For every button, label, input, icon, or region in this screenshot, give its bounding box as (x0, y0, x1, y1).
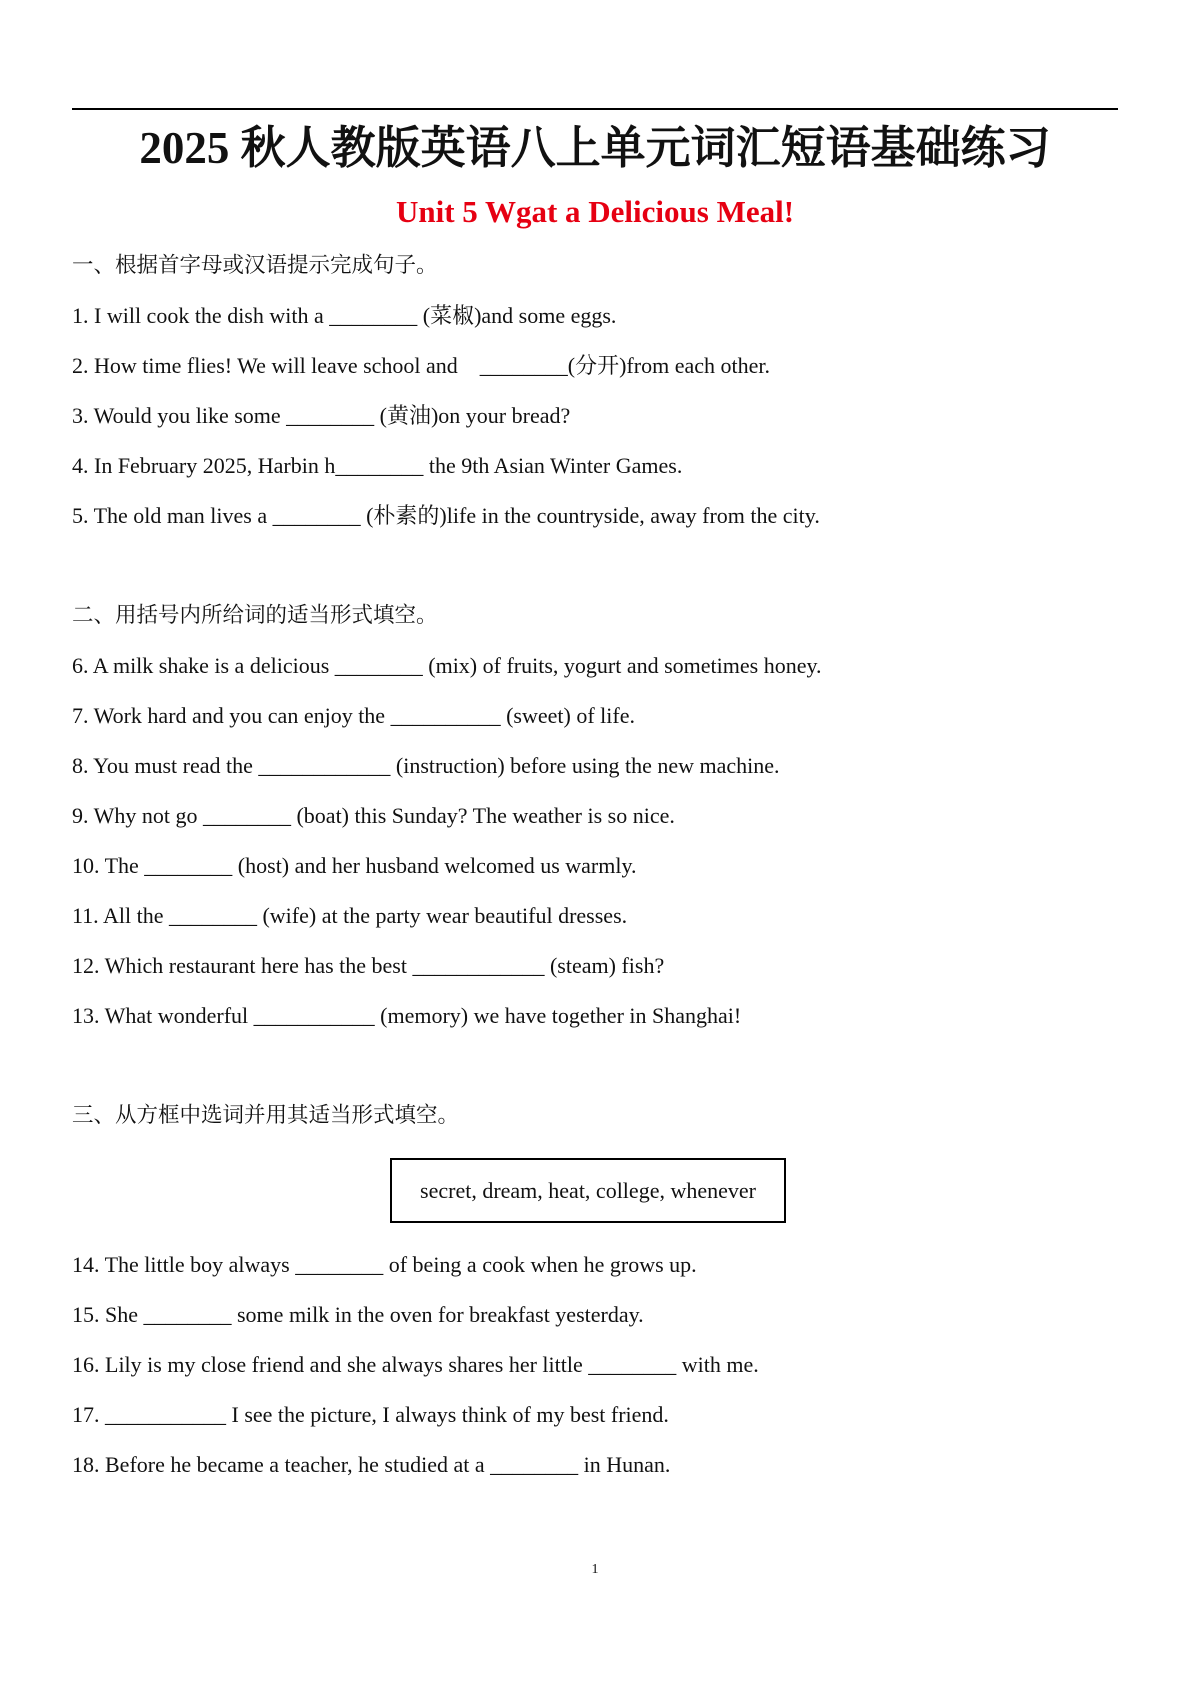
question-10: 10. The ________ (host) and her husband welcomed us warmly. (72, 853, 637, 878)
section-2-heading: 二、用括号内所给词的适当形式填空。 (72, 603, 438, 627)
question-17: 17. ___________ I see the picture, I always think of my best friend. (72, 1402, 669, 1427)
question-7: 7. Work hard and you can enjoy the __________ (sweet) of life. (72, 703, 635, 728)
section-3-heading: 三、从方框中选词并用其适当形式填空。 (72, 1103, 460, 1127)
question-14: 14. The little boy always ________ of being a cook when he grows up. (72, 1252, 697, 1277)
question-12: 12. Which restaurant here has the best ____________ (steam) fish? (72, 953, 665, 978)
unit-subtitle: Unit 5 Wgat a Delicious Meal! (395, 194, 795, 229)
question-9: 9. Why not go ________ (boat) this Sunday? The weather is so nice. (72, 803, 675, 828)
question-5: 5. The old man lives a ________ (朴素的)life in the countryside, away from the city. (72, 503, 820, 528)
document-title: 2025 秋人教版英语八上单元词汇短语基础练习 (139, 123, 1051, 173)
question-15: 15. She ________ some milk in the oven for breakfast yesterday. (72, 1302, 644, 1327)
question-1: 1. I will cook the dish with a ________ (菜椒)and some eggs. (72, 303, 617, 328)
page-number: 1 (591, 1562, 599, 1577)
section-1-heading: 一、根据首字母或汉语提示完成句子。 (72, 253, 438, 277)
question-11: 11. All the ________ (wife) at the party wear beautiful dresses. (72, 903, 628, 928)
question-18: 18. Before he became a teacher, he studied at a ________ in Hunan. (72, 1452, 671, 1477)
header-rule (72, 108, 1118, 110)
question-4: 4. In February 2025, Harbin h________ the 9th Asian Winter Games. (72, 453, 683, 478)
question-3: 3. Would you like some ________ (黄油)on your bread? (72, 403, 571, 428)
question-8: 8. You must read the ____________ (instruction) before using the new machine. (72, 753, 780, 778)
question-16: 16. Lily is my close friend and she always shares her little ________ with me. (72, 1352, 759, 1377)
question-13: 13. What wonderful ___________ (memory) we have together in Shanghai! (72, 1003, 742, 1028)
word-bank-box: secret, dream, heat, college, whenever (390, 1158, 786, 1223)
question-2: 2. How time flies! We will leave school and ________(分开)from each other. (72, 353, 770, 378)
question-6: 6. A milk shake is a delicious ________ (mix) of fruits, yogurt and sometimes honey. (72, 653, 822, 678)
